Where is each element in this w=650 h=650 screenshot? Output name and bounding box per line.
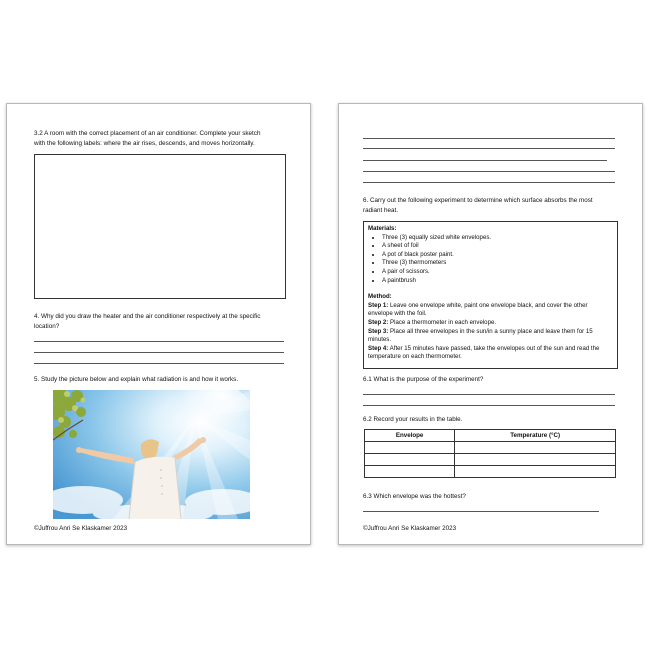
worksheet-page-left [6, 103, 311, 545]
table-header-row [365, 430, 616, 442]
answer-line [363, 171, 615, 172]
question-3-2-line-2: with the following labels: where the air rises, descends, and moves horizontally. [34, 140, 255, 147]
copyright-footer: ©Juffrou Anri Se Klaskamer 2023 [363, 525, 457, 532]
step-label: Step 3: [368, 327, 389, 335]
list-item: • A pot of black poster paint. [382, 251, 613, 260]
question-6-1-text: 6.1 What is the purpose of the experiment? [363, 376, 484, 383]
column-header-temperature: Temperature (°C) [455, 430, 616, 442]
method-step [368, 328, 613, 345]
question-3-2-line-1: 3.2 A room with the correct placement of an air conditioner. Complete your sketch [34, 130, 261, 137]
table-cell[interactable] [455, 454, 616, 466]
answer-line [363, 511, 599, 512]
step-text: Place a thermometer in each envelope. [388, 318, 497, 326]
question-6-line-1: 6. Carry out the following experiment to determine which surface absorbs the most [363, 197, 593, 204]
results-table [364, 429, 616, 478]
list-item: • Three (3) thermometers [382, 259, 613, 268]
worksheet-page-right [338, 103, 643, 545]
answer-line [363, 405, 615, 406]
materials-list [368, 234, 613, 286]
step-text: Place all three envelopes in the sun/in a sunny place and leave them for 15 minutes. [368, 327, 593, 344]
table-cell[interactable] [455, 442, 616, 454]
question-4-line-1: 4. Why did you draw the heater and the air conditioner respectively at the specific [34, 313, 261, 320]
step-label: Step 4: [368, 344, 389, 352]
question-6-2-text: 6.2 Record your results in the table. [363, 416, 463, 423]
method-heading: Method: [368, 293, 392, 301]
list-item: • A sheet of foil [382, 242, 613, 251]
method-step [368, 302, 613, 319]
answer-line [34, 341, 284, 342]
method-step [368, 345, 613, 362]
list-item: • A paintbrush [382, 277, 613, 286]
answer-line [363, 148, 615, 149]
step-label: Step 2: [368, 318, 389, 326]
step-text: After 15 minutes have passed, take the envelopes out of the sun and read the temperature on each thermometer. [368, 344, 600, 361]
list-item: • Three (3) equally sized white envelopes. [382, 234, 613, 243]
answer-line [34, 352, 284, 353]
answer-line [363, 394, 615, 395]
table-row [365, 466, 616, 478]
column-header-envelope: Envelope [365, 430, 455, 442]
step-text: Leave one envelope white, paint one envelope black, and cover the other envelope with the foil. [368, 301, 588, 318]
answer-line [363, 182, 615, 183]
table-cell[interactable] [365, 454, 455, 466]
question-5-text: 5. Study the picture below and explain what radiation is and how it works. [34, 376, 239, 383]
table-cell[interactable] [365, 466, 455, 478]
materials-heading: Materials: [368, 225, 397, 232]
question-6-line-2: radiant heat. [363, 207, 399, 214]
radiation-sun-photo [53, 390, 250, 519]
answer-line [34, 363, 284, 364]
table-row [365, 442, 616, 454]
question-6-3-text: 6.3 Which envelope was the hottest? [363, 493, 466, 500]
experiment-box [363, 221, 618, 369]
answer-line [363, 138, 615, 139]
question-4-line-2: location? [34, 323, 60, 330]
step-label: Step 1: [368, 301, 389, 309]
method-step [368, 319, 613, 328]
table-cell[interactable] [365, 442, 455, 454]
table-cell[interactable] [455, 466, 616, 478]
list-item: • A pair of scissors. [382, 268, 613, 277]
copyright-footer: ©Juffrou Anri Se Klaskamer 2023 [34, 525, 128, 532]
table-row [365, 454, 616, 466]
sketch-drawing-box[interactable] [34, 154, 286, 299]
answer-line [363, 160, 607, 161]
